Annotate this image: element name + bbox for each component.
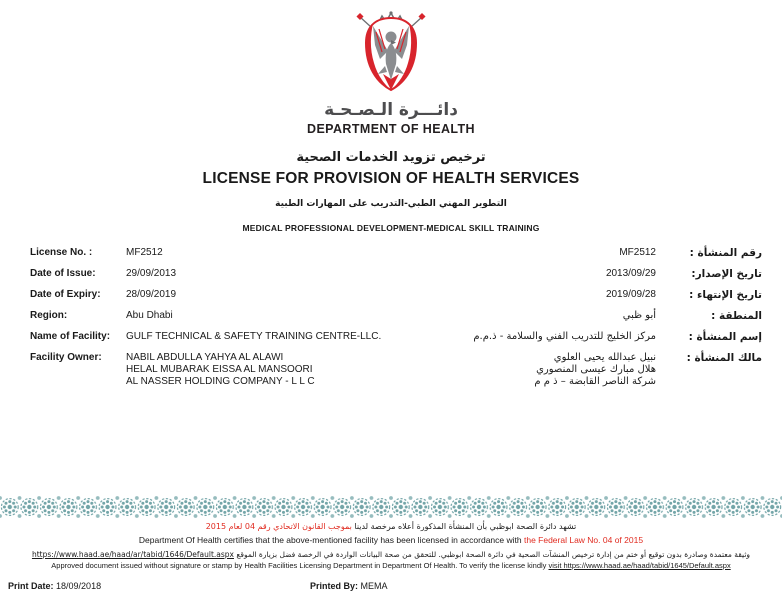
date-of-issue-value-ar: 2013/09/29 [605,268,656,279]
facility-owner-en-line1: NABIL ABDULLA YAHYA AL ALAWI [126,352,284,363]
facility-owner-en-line2: HELAL MUBARAK EISSA AL MANSOORI [126,364,313,375]
print-date-label: Print Date: [8,581,54,591]
verification-english-text: Approved document issued without signature or stamp by Health Facilities Licensing Department in Department Of Health. To verify the license kindly [51,561,549,570]
date-of-expiry-label-ar: تاريخ الإنتهاء : [689,289,762,301]
certification-arabic-law-reference: بموجب القانون الاتحادي رقم 04 لعام 2015 [205,522,352,531]
license-title-arabic: ترخيص تزويد الخدمات الصحية [296,150,486,165]
field-row-facility-owner [30,352,762,388]
region-value-en: Abu Dhabi [126,310,173,321]
verification-arabic-url-link[interactable]: https://www.haad.ae/haad/ar/tabid/1646/Default.aspx [31,550,234,559]
license-fields [30,247,762,397]
region-value-ar: أبو ظبي [622,310,656,321]
field-row-region [30,310,762,322]
certification-statement-english [0,535,782,545]
doh-logo-block [0,10,782,136]
certification-statement-arabic [0,522,782,531]
field-row-facility-name [30,331,762,343]
decorative-lace-band [0,496,782,518]
field-row-date-of-issue [30,268,762,280]
license-no-label-en: License No. : [30,247,93,258]
verification-arabic-text: وثيقة معتمدة وصادرة بدون توقيع أو ختم من إدارة ترخيص المنشآت الصحية في دائرة الصحة ابوظبي. للتحقق من صحة البيانات الواردة في الرخصة فضل بزيارة الموقع [233,550,751,559]
region-label-en: Region: [30,310,68,321]
region-label-ar: المنطقة : [711,310,762,322]
certification-arabic-text: تشهد دائرة الصحة ابوظبي بأن المنشأة المذكورة أعلاه مرخصة لدينا [351,522,577,531]
facility-owner-label-en: Facility Owner: [30,352,102,363]
verification-statement-english [0,561,782,570]
document-header [0,150,782,233]
certification-english-text: Department Of Health certifies that the above-mentioned facility has been licensed in accordance with [138,535,524,545]
date-of-issue-label-ar: تاريخ الإصدار: [691,268,762,280]
license-no-value-en: MF2512 [126,247,163,258]
facility-owner-ar-line2: هلال مبارك عيسى المنصوري [536,364,656,375]
facility-owner-ar-line1: نبيل عبدالله يحيى العلوي [553,352,656,363]
printed-by-group [310,581,388,591]
facility-name-value-en: GULF TECHNICAL & SAFETY TRAINING CENTRE-LLC. [126,331,382,342]
facility-name-label-en: Name of Facility: [30,331,111,342]
license-no-label-ar: رقم المنشأة : [689,247,762,259]
date-of-expiry-value-en: 28/09/2019 [126,289,177,300]
facility-owner-values-ar [425,352,656,388]
verification-statement-arabic [0,550,782,559]
certification-english-law-reference: the Federal Law No. 04 of 2015 [523,535,644,545]
date-of-issue-value-en: 29/09/2013 [126,268,177,279]
date-of-issue-label-en: Date of Issue: [30,268,96,279]
license-subtitle-arabic: التطوير المهني الطبي-التدريب على المهارات الطبية [275,199,507,209]
abu-dhabi-falcon-emblem-icon [346,10,436,98]
facility-name-label-ar: إسم المنشأة : [688,331,762,343]
facility-name-value-ar: مركز الخليج للتدريب الفني والسلامة - ذ.م.م [473,331,656,342]
facility-owner-values-en [126,352,415,388]
field-row-date-of-expiry [30,289,762,301]
date-of-expiry-label-en: Date of Expiry: [30,289,101,300]
license-no-value-ar: MF2512 [619,247,656,258]
doh-arabic-wordmark: دائـــرة الـصـحـة [324,100,458,120]
date-of-expiry-value-ar: 2019/09/28 [605,289,656,300]
license-title-english: LICENSE FOR PROVISION OF HEALTH SERVICES [202,170,580,187]
verification-english-url-link[interactable]: visit https://www.haad.ae/haad/tabid/1645/Default.aspx [548,561,731,570]
field-row-license-no [30,247,762,259]
doh-english-wordmark: DEPARTMENT OF HEALTH [307,122,475,136]
print-date-value: 18/09/2018 [56,581,102,591]
printed-by-label: Printed By: [310,581,359,591]
facility-owner-label-ar: مالك المنشأة : [686,352,762,364]
license-subtitle-english: MEDICAL PROFESSIONAL DEVELOPMENT-MEDICAL SKILL TRAINING [242,223,540,233]
print-footer [8,581,774,591]
facility-owner-en-line3: AL NASSER HOLDING COMPANY - L L C [126,376,315,387]
facility-owner-ar-line3: شركة الناصر القابضة – ذ م م [534,376,656,387]
printed-by-value: MEMA [360,581,388,591]
